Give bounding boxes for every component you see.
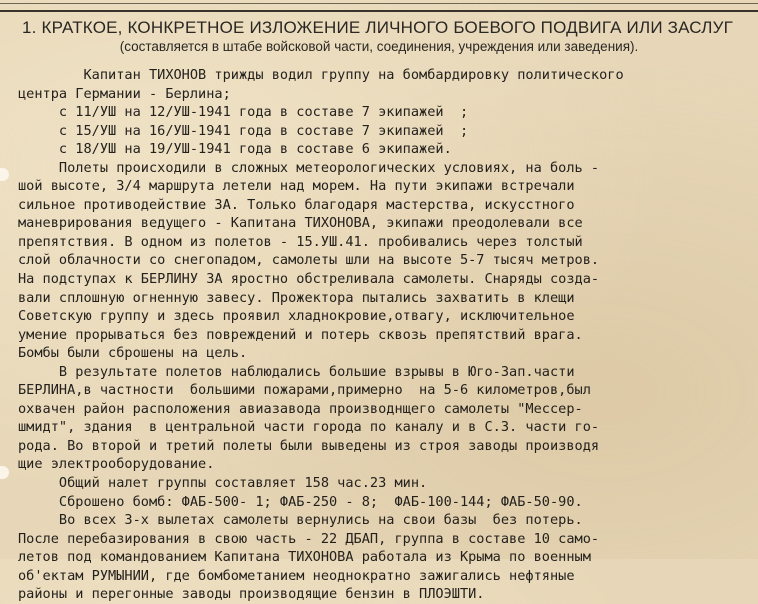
text-line: с 15/УШ на 16/УШ-1941 года в составе 7 экипажей ; — [18, 122, 469, 139]
punch-hole — [0, 466, 9, 479]
text-line: с 11/УШ на 12/УШ-1941 года в составе 7 экипажей ; — [18, 104, 469, 121]
text-line: На подступах к БЕРЛИНУ ЗА яростно обстреливала самолеты. Снаряды созда- — [18, 271, 600, 288]
typed-text-body — [18, 66, 748, 604]
text-line: Бомбы были сброшены на цель. — [18, 345, 248, 362]
text-line: охвачен район расположения авиазавода производнщего самолеты "Мессер- — [18, 400, 583, 417]
text-line: Сброшено бомб: ФАБ-500- 1; ФАБ-250 - 8; ФАБ-100-144; ФАБ-50-90. — [18, 493, 583, 510]
text-line: об'ектам РУМЫНИИ, где бомбометанием неоднократно зажигались нефтяные — [18, 567, 575, 584]
text-line: щие электрооборудование. — [18, 456, 215, 473]
top-rule — [0, 10, 758, 12]
text-line: Советскую группу и здесь проявил хладнокровие,отвагу, исключительное — [18, 308, 575, 325]
text-line: вали сплошную огненную завесу. Прожектора пытались захватить в клещи — [18, 289, 575, 306]
text-line: слой облачности со снегопадом, самолеты шли на высоте 5-7 тысяч метров. — [18, 252, 600, 269]
text-line: маневрирования ведущего - Капитана ТИХОНОВА, экипажи преодолевали все — [18, 215, 583, 232]
text-line: умение прорываться без повреждений и потерь сквозь препятствий врага. — [18, 326, 583, 343]
text-line: Капитан ТИХОНОВ трижды водил группу на бомбардировку политического — [18, 67, 624, 83]
text-line: Общий налет группы составляет 158 час.23 мин. — [18, 475, 428, 492]
text-line: препятствия. В одном из полетов - 15.УШ.41. пробивались через толстый — [18, 233, 583, 250]
text-line: Во всех 3-х вылетах самолеты вернулись на свои базы без потерь. — [18, 512, 583, 529]
text-line: БЕРЛИНА,в частности большими пожарами,примерно на 5-6 километров,был — [18, 382, 591, 399]
section-heading: 1. КРАТКОЕ, КОНКРЕТНОЕ ИЗЛОЖЕНИЕ ЛИЧНОГО БОЕВОГО ПОДВИГА ИЛИ ЗАСЛУГ — [22, 18, 733, 37]
text-line: районы и перегонные заводы производящие бензин в ПЛОЭШТИ. — [18, 586, 485, 603]
text-line: рода. Во второй и третий полеты были выведены из строя заводы производя — [18, 437, 600, 454]
text-line: сильное противодействие ЗА. Только благодаря мастерства, искусстного — [18, 196, 575, 213]
section-subheading: (составляется в штабе войсковой части, соединения, учреждения или заведения). — [119, 39, 639, 54]
text-line: летов под командованием Капитана ТИХОНОВА работала из Крыма по военным — [18, 549, 591, 566]
text-line: Полеты происходили в сложных метеорологических условиях, на боль - — [18, 159, 600, 176]
text-line: шмидт", здания в центральной части города по каналу и в С.З. части го- — [18, 419, 600, 436]
text-line: шой высоте, 3/4 маршрута летели над морем. На пути экипажи встречали — [18, 178, 575, 195]
text-line: В результате полетов наблюдались большие взрывы в Юго-Зап.части — [18, 363, 575, 380]
text-line: центра Германии - Берлина; — [18, 85, 231, 102]
top-rule-thin — [0, 3, 758, 4]
punch-hole — [0, 168, 9, 181]
text-line: с 18/УШ на 19/УШ-1941 года в составе 6 экипажей. — [18, 141, 452, 158]
text-line: После перебазирования в свою часть - 22 ДБАП, группа в составе 10 само- — [18, 530, 600, 547]
